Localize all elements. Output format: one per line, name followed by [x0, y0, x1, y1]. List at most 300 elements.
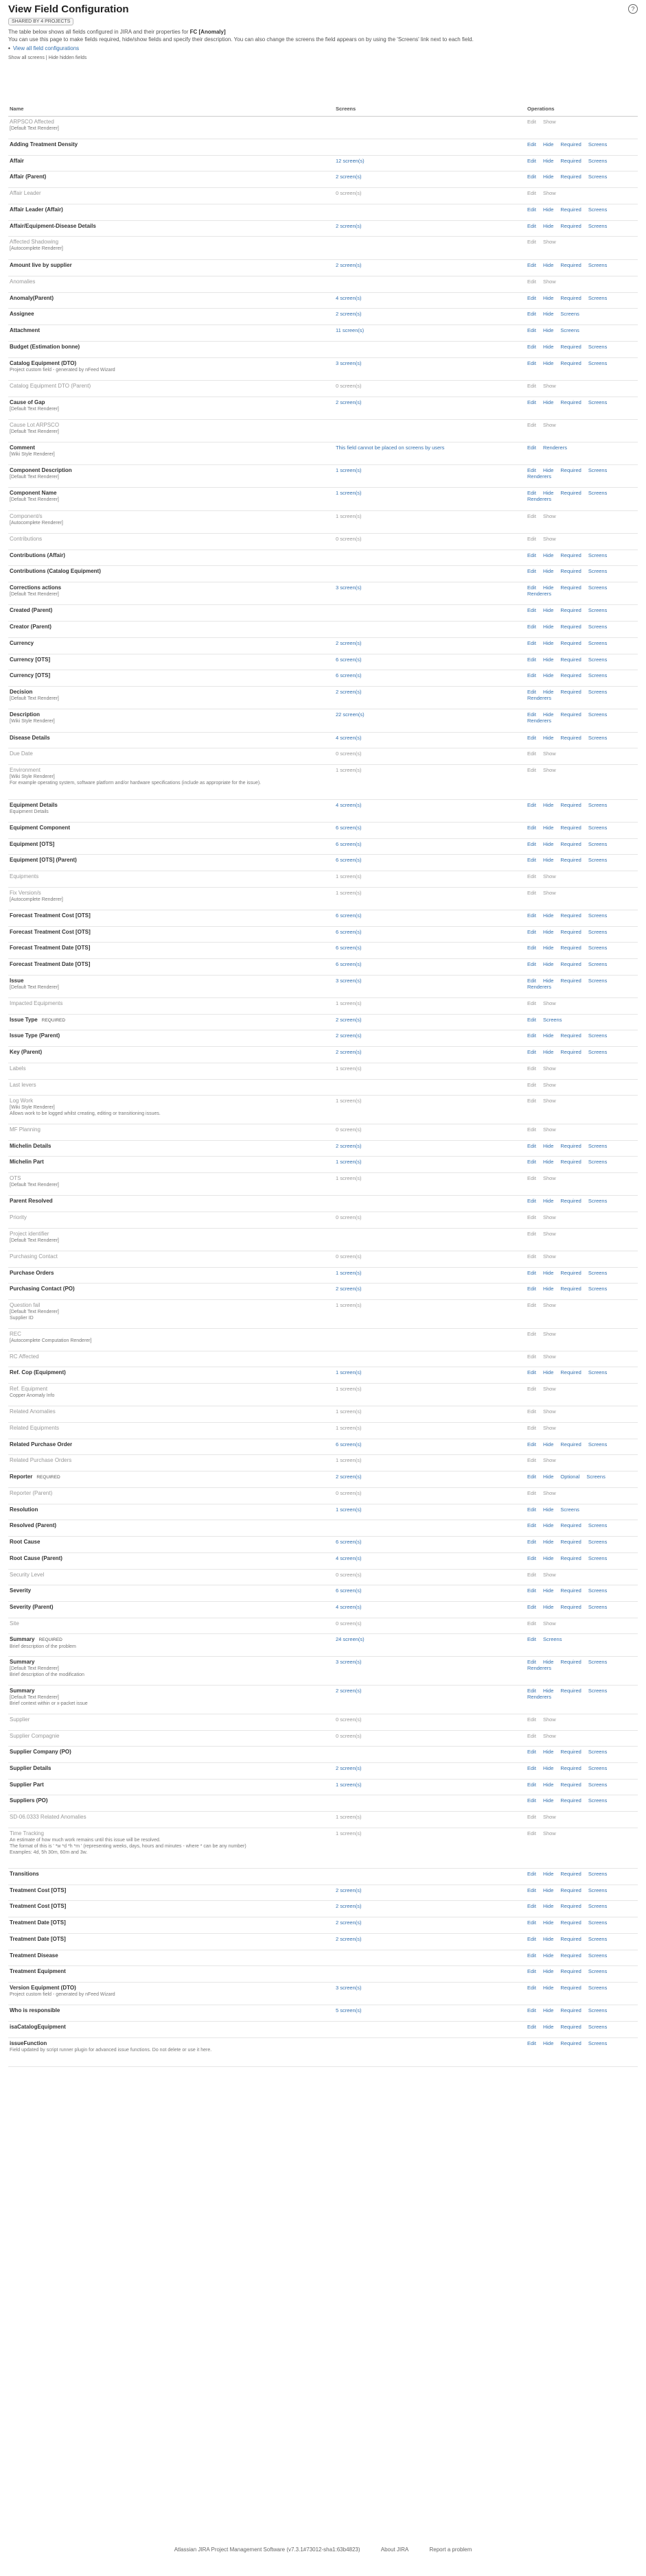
op-hide-link[interactable]: Hide [542, 327, 554, 333]
op-edit-link[interactable]: Edit [527, 1331, 536, 1337]
op-screens-link[interactable]: Screens [588, 1441, 608, 1447]
screens-link[interactable]: 2 screen(s) [336, 689, 362, 695]
screens-link[interactable]: 2 screen(s) [336, 1919, 362, 1926]
op-screens-link[interactable]: Screens [588, 711, 608, 718]
screens-link[interactable]: 1 screen(s) [336, 490, 362, 496]
op-screens-link[interactable]: Screens [588, 640, 608, 646]
op-edit-link[interactable]: Edit [527, 1506, 536, 1513]
op-screens-link[interactable]: Screens [588, 584, 608, 591]
screens-link[interactable]: 6 screen(s) [336, 961, 362, 967]
op-hide-link[interactable]: Hide [542, 223, 554, 229]
op-edit-link[interactable]: Edit [527, 1143, 536, 1149]
op-edit-link[interactable]: Edit [527, 536, 536, 542]
op-edit-link[interactable]: Edit [527, 311, 536, 317]
op-screens-link[interactable]: Screens [588, 552, 608, 558]
op-show-link[interactable]: Show [542, 279, 556, 285]
op-edit-link[interactable]: Edit [527, 1302, 536, 1308]
op-screens-link[interactable]: Screens [588, 1659, 608, 1665]
op-required-link[interactable]: Required [560, 2040, 581, 2046]
op-required-link[interactable]: Required [560, 1919, 581, 1926]
op-edit-link[interactable]: Edit [527, 1354, 536, 1360]
op-required-link[interactable]: Required [560, 1032, 581, 1039]
op-required-link[interactable]: Required [560, 1270, 581, 1276]
op-edit-link[interactable]: Edit [527, 295, 536, 301]
op-edit-link[interactable]: Edit [527, 190, 536, 196]
op-show-link[interactable]: Show [542, 383, 556, 389]
op-show-link[interactable]: Show [542, 1214, 556, 1220]
op-screens-link[interactable]: Screens [588, 1198, 608, 1204]
op-required-link[interactable]: Required [560, 1903, 581, 1909]
op-renderers-link[interactable]: Renderers [527, 695, 552, 701]
op-required-link[interactable]: Required [560, 158, 581, 164]
op-hide-link[interactable]: Hide [542, 295, 554, 301]
op-edit-link[interactable]: Edit [527, 552, 536, 558]
op-show-link[interactable]: Show [542, 1231, 556, 1237]
op-edit-link[interactable]: Edit [527, 1253, 536, 1260]
op-screens-link[interactable]: Screens [588, 1049, 608, 1055]
op-edit-link[interactable]: Edit [527, 1952, 536, 1959]
op-edit-link[interactable]: Edit [527, 1049, 536, 1055]
op-hide-link[interactable]: Hide [542, 1474, 554, 1480]
screens-link[interactable]: 3 screen(s) [336, 584, 362, 591]
op-screens-link[interactable]: Screens [588, 841, 608, 847]
op-show-link[interactable]: Show [542, 873, 556, 879]
op-screens-link[interactable]: Screens [588, 2007, 608, 2013]
op-edit-link[interactable]: Edit [527, 1369, 536, 1375]
op-show-link[interactable]: Show [542, 1490, 556, 1496]
screens-link[interactable]: 6 screen(s) [336, 929, 362, 935]
op-hide-link[interactable]: Hide [542, 568, 554, 574]
op-edit-link[interactable]: Edit [527, 2024, 536, 2030]
op-required-link[interactable]: Required [560, 945, 581, 951]
op-required-link[interactable]: Required [560, 624, 581, 630]
op-edit-link[interactable]: Edit [527, 223, 536, 229]
op-edit-link[interactable]: Edit [527, 1733, 536, 1739]
screens-link[interactable]: 6 screen(s) [336, 1587, 362, 1594]
op-edit-link[interactable]: Edit [527, 624, 536, 630]
screens-link[interactable]: 2 screen(s) [336, 1286, 362, 1292]
screens-link[interactable]: 6 screen(s) [336, 912, 362, 919]
op-screens-link[interactable]: Screens [588, 1919, 608, 1926]
op-hide-link[interactable]: Hide [542, 399, 554, 405]
op-edit-link[interactable]: Edit [527, 1572, 536, 1578]
screens-link[interactable]: 6 screen(s) [336, 1539, 362, 1545]
op-required-link[interactable]: Required [560, 584, 581, 591]
op-hide-link[interactable]: Hide [542, 1887, 554, 1893]
op-required-link[interactable]: Required [560, 825, 581, 831]
op-screens-link[interactable]: Screens [542, 1017, 562, 1023]
op-edit-link[interactable]: Edit [527, 1636, 536, 1642]
op-screens-link[interactable]: Screens [588, 1539, 608, 1545]
op-edit-link[interactable]: Edit [527, 158, 536, 164]
op-edit-link[interactable]: Edit [527, 1620, 536, 1627]
op-required-link[interactable]: Required [560, 672, 581, 678]
op-edit-link[interactable]: Edit [527, 1098, 536, 1104]
op-edit-link[interactable]: Edit [527, 1522, 536, 1528]
op-screens-link[interactable]: Screens [588, 295, 608, 301]
op-edit-link[interactable]: Edit [527, 568, 536, 574]
op-show-link[interactable]: Show [542, 1733, 556, 1739]
op-edit-link[interactable]: Edit [527, 1903, 536, 1909]
op-hide-link[interactable]: Hide [542, 624, 554, 630]
op-screens-link[interactable]: Screens [588, 1555, 608, 1561]
screens-link[interactable]: 1 screen(s) [336, 1159, 362, 1165]
screens-link[interactable]: 6 screen(s) [336, 857, 362, 863]
screens-link[interactable]: 1 screen(s) [336, 1425, 362, 1431]
op-edit-link[interactable]: Edit [527, 802, 536, 808]
op-hide-link[interactable]: Hide [542, 2024, 554, 2030]
screens-link[interactable]: 1 screen(s) [336, 513, 362, 519]
op-edit-link[interactable]: Edit [527, 1231, 536, 1237]
op-hide-link[interactable]: Hide [542, 1555, 554, 1561]
op-edit-link[interactable]: Edit [527, 1126, 536, 1133]
op-edit-link[interactable]: Edit [527, 445, 536, 451]
screens-link[interactable]: 6 screen(s) [336, 672, 362, 678]
op-screens-link[interactable]: Screens [588, 399, 608, 405]
op-screens-link[interactable]: Screens [560, 327, 579, 333]
op-screens-link[interactable]: Screens [588, 1688, 608, 1694]
op-show-link[interactable]: Show [542, 190, 556, 196]
op-edit-link[interactable]: Edit [527, 1425, 536, 1431]
op-hide-link[interactable]: Hide [542, 1659, 554, 1665]
op-screens-link[interactable]: Screens [588, 206, 608, 213]
op-edit-link[interactable]: Edit [527, 1490, 536, 1496]
screens-link[interactable]: 1 screen(s) [336, 1506, 362, 1513]
op-required-link[interactable]: Required [560, 711, 581, 718]
op-show-link[interactable]: Show [542, 1620, 556, 1627]
op-show-link[interactable]: Show [542, 1098, 556, 1104]
op-hide-link[interactable]: Hide [542, 841, 554, 847]
op-edit-link[interactable]: Edit [527, 327, 536, 333]
screens-link[interactable]: 0 screen(s) [336, 1253, 362, 1260]
op-required-link[interactable]: Required [560, 1782, 581, 1788]
screens-link[interactable]: 1 screen(s) [336, 890, 362, 896]
op-edit-link[interactable]: Edit [527, 735, 536, 741]
screens-link[interactable]: 2 screen(s) [336, 174, 362, 180]
op-required-link[interactable]: Required [560, 929, 581, 935]
op-renderers-link[interactable]: Renderers [527, 1665, 552, 1671]
op-screens-link[interactable]: Screens [588, 1797, 608, 1804]
op-hide-link[interactable]: Hide [542, 1749, 554, 1755]
op-edit-link[interactable]: Edit [527, 1159, 536, 1165]
op-edit-link[interactable]: Edit [527, 751, 536, 757]
op-edit-link[interactable]: Edit [527, 1871, 536, 1877]
op-renderers-link[interactable]: Renderers [527, 591, 552, 597]
op-required-link[interactable]: Required [560, 1441, 581, 1447]
screens-link[interactable]: 4 screen(s) [336, 1555, 362, 1561]
screens-link[interactable]: 2 screen(s) [336, 1936, 362, 1942]
op-required-link[interactable]: Required [560, 1968, 581, 1974]
op-required-link[interactable]: Required [560, 689, 581, 695]
op-required-link[interactable]: Required [560, 262, 581, 268]
op-hide-link[interactable]: Hide [542, 689, 554, 695]
op-required-link[interactable]: Required [560, 1522, 581, 1528]
op-required-link[interactable]: Required [560, 1049, 581, 1055]
screens-link[interactable]: 2 screen(s) [336, 311, 362, 317]
op-edit-link[interactable]: Edit [527, 513, 536, 519]
op-required-link[interactable]: Required [560, 1688, 581, 1694]
op-hide-link[interactable]: Hide [542, 1539, 554, 1545]
op-edit-link[interactable]: Edit [527, 1797, 536, 1804]
op-edit-link[interactable]: Edit [527, 1270, 536, 1276]
op-edit-link[interactable]: Edit [527, 584, 536, 591]
op-edit-link[interactable]: Edit [527, 767, 536, 773]
screens-link[interactable]: 2 screen(s) [336, 640, 362, 646]
op-hide-link[interactable]: Hide [542, 672, 554, 678]
op-screens-link[interactable]: Screens [588, 961, 608, 967]
screens-link[interactable]: 1 screen(s) [336, 1175, 362, 1181]
op-screens-link[interactable]: Screens [588, 1032, 608, 1039]
op-edit-link[interactable]: Edit [527, 711, 536, 718]
screens-link[interactable]: 12 screen(s) [336, 158, 365, 164]
op-edit-link[interactable]: Edit [527, 1457, 536, 1463]
op-show-link[interactable]: Show [542, 1000, 556, 1006]
op-screens-link[interactable]: Screens [588, 174, 608, 180]
screens-link[interactable]: 1 screen(s) [336, 1000, 362, 1006]
op-screens-link[interactable]: Screens [560, 1506, 579, 1513]
op-hide-link[interactable]: Hide [542, 141, 554, 147]
op-hide-link[interactable]: Hide [542, 174, 554, 180]
op-screens-link[interactable]: Screens [560, 311, 579, 317]
screens-link[interactable]: 6 screen(s) [336, 1441, 362, 1447]
op-edit-link[interactable]: Edit [527, 1082, 536, 1088]
screens-link[interactable]: 2 screen(s) [336, 1903, 362, 1909]
op-show-link[interactable]: Show [542, 1065, 556, 1072]
op-show-link[interactable]: Show [542, 119, 556, 125]
op-required-link[interactable]: Required [560, 1952, 581, 1959]
op-edit-link[interactable]: Edit [527, 206, 536, 213]
op-screens-link[interactable]: Screens [588, 1286, 608, 1292]
op-screens-link[interactable]: Screens [588, 689, 608, 695]
op-screens-link[interactable]: Screens [588, 568, 608, 574]
op-required-link[interactable]: Required [560, 141, 581, 147]
op-hide-link[interactable]: Hide [542, 1782, 554, 1788]
op-screens-link[interactable]: Screens [588, 490, 608, 496]
op-required-link[interactable]: Required [560, 360, 581, 366]
screens-link[interactable]: 2 screen(s) [336, 1765, 362, 1771]
screens-link[interactable]: 1 screen(s) [336, 1270, 362, 1276]
op-hide-link[interactable]: Hide [542, 1159, 554, 1165]
op-screens-link[interactable]: Screens [588, 1765, 608, 1771]
op-screens-link[interactable]: Screens [588, 141, 608, 147]
op-edit-link[interactable]: Edit [527, 1474, 536, 1480]
op-screens-link[interactable]: Screens [588, 1604, 608, 1610]
screens-link[interactable]: 24 screen(s) [336, 1636, 365, 1642]
op-show-link[interactable]: Show [542, 1354, 556, 1360]
op-hide-link[interactable]: Hide [542, 1143, 554, 1149]
screens-link[interactable]: 1 screen(s) [336, 1302, 362, 1308]
screens-link[interactable]: 2 screen(s) [336, 1887, 362, 1893]
op-edit-link[interactable]: Edit [527, 890, 536, 896]
op-edit-link[interactable]: Edit [527, 672, 536, 678]
op-edit-link[interactable]: Edit [527, 360, 536, 366]
op-hide-link[interactable]: Hide [542, 929, 554, 935]
op-show-link[interactable]: Show [542, 1175, 556, 1181]
screens-link[interactable]: 3 screen(s) [336, 1985, 362, 1991]
shared-by-badge[interactable]: SHARED BY 4 PROJECTS [8, 18, 73, 25]
op-hide-link[interactable]: Hide [542, 857, 554, 863]
op-edit-link[interactable]: Edit [527, 929, 536, 935]
op-required-link[interactable]: Required [560, 399, 581, 405]
op-screens-link[interactable]: Screens [588, 1871, 608, 1877]
op-hide-link[interactable]: Hide [542, 912, 554, 919]
op-edit-link[interactable]: Edit [527, 1604, 536, 1610]
op-renderers-link[interactable]: Renderers [527, 984, 552, 990]
op-screens-link[interactable]: Screens [588, 607, 608, 613]
op-edit-link[interactable]: Edit [527, 1782, 536, 1788]
op-required-link[interactable]: Required [560, 1143, 581, 1149]
screens-link[interactable]: 1 screen(s) [336, 1065, 362, 1072]
op-hide-link[interactable]: Hide [542, 2007, 554, 2013]
op-required-link[interactable]: Required [560, 640, 581, 646]
op-renderers-link[interactable]: Renderers [527, 718, 552, 724]
op-screens-link[interactable]: Screens [588, 360, 608, 366]
op-show-link[interactable]: Show [542, 536, 556, 542]
op-hide-link[interactable]: Hide [542, 262, 554, 268]
op-hide-link[interactable]: Hide [542, 344, 554, 350]
op-hide-link[interactable]: Hide [542, 552, 554, 558]
op-renderers-link[interactable]: Renderers [527, 1694, 552, 1700]
op-screens-link[interactable]: Screens [588, 1782, 608, 1788]
op-edit-link[interactable]: Edit [527, 912, 536, 919]
op-screens-link[interactable]: Screens [588, 825, 608, 831]
op-hide-link[interactable]: Hide [542, 825, 554, 831]
op-required-link[interactable]: Required [560, 1159, 581, 1165]
op-required-link[interactable]: Required [560, 735, 581, 741]
op-required-link[interactable]: Required [560, 1985, 581, 1991]
op-hide-link[interactable]: Hide [542, 490, 554, 496]
screens-link[interactable]: 3 screen(s) [336, 978, 362, 984]
op-hide-link[interactable]: Hide [542, 1688, 554, 1694]
op-hide-link[interactable]: Hide [542, 1936, 554, 1942]
op-screens-link[interactable]: Screens [588, 1159, 608, 1165]
op-edit-link[interactable]: Edit [527, 945, 536, 951]
op-edit-link[interactable]: Edit [527, 1659, 536, 1665]
screens-link[interactable]: 0 screen(s) [336, 1572, 362, 1578]
op-show-link[interactable]: Show [542, 767, 556, 773]
op-show-link[interactable]: Show [542, 1126, 556, 1133]
screens-link[interactable]: 4 screen(s) [336, 295, 362, 301]
screens-link[interactable]: 6 screen(s) [336, 841, 362, 847]
op-hide-link[interactable]: Hide [542, 158, 554, 164]
screens-link[interactable]: 0 screen(s) [336, 536, 362, 542]
op-required-link[interactable]: Required [560, 1871, 581, 1877]
op-edit-link[interactable]: Edit [527, 1386, 536, 1392]
screens-link[interactable]: 2 screen(s) [336, 399, 362, 405]
screens-link[interactable]: 2 screen(s) [336, 1049, 362, 1055]
op-edit-link[interactable]: Edit [527, 1175, 536, 1181]
op-hide-link[interactable]: Hide [542, 311, 554, 317]
op-hide-link[interactable]: Hide [542, 657, 554, 663]
screens-link[interactable]: 4 screen(s) [336, 802, 362, 808]
op-edit-link[interactable]: Edit [527, 1936, 536, 1942]
op-edit-link[interactable]: Edit [527, 1830, 536, 1836]
op-optional-link[interactable]: Optional [560, 1474, 580, 1480]
op-show-link[interactable]: Show [542, 239, 556, 245]
op-screens-link[interactable]: Screens [588, 1270, 608, 1276]
op-edit-link[interactable]: Edit [527, 640, 536, 646]
op-show-link[interactable]: Show [542, 1082, 556, 1088]
op-edit-link[interactable]: Edit [527, 344, 536, 350]
op-screens-link[interactable]: Screens [588, 624, 608, 630]
op-screens-link[interactable]: Screens [588, 735, 608, 741]
screens-link[interactable]: This field cannot be placed on screens by users [336, 445, 445, 451]
op-required-link[interactable]: Required [560, 607, 581, 613]
op-hide-link[interactable]: Hide [542, 640, 554, 646]
op-edit-link[interactable]: Edit [527, 1017, 536, 1023]
op-hide-link[interactable]: Hide [542, 607, 554, 613]
op-screens-link[interactable]: Screens [588, 1522, 608, 1528]
screens-link[interactable]: 0 screen(s) [336, 751, 362, 757]
op-screens-link[interactable]: Screens [588, 945, 608, 951]
op-edit-link[interactable]: Edit [527, 174, 536, 180]
footer-about-link[interactable]: About JIRA [380, 2547, 409, 2553]
op-required-link[interactable]: Required [560, 490, 581, 496]
op-show-link[interactable]: Show [542, 1814, 556, 1820]
screens-link[interactable]: 6 screen(s) [336, 945, 362, 951]
op-hide-link[interactable]: Hide [542, 945, 554, 951]
view-all-link[interactable]: View all field configurations [12, 45, 80, 51]
op-required-link[interactable]: Required [560, 1539, 581, 1545]
op-screens-link[interactable]: Screens [588, 2040, 608, 2046]
op-required-link[interactable]: Required [560, 1887, 581, 1893]
op-edit-link[interactable]: Edit [527, 607, 536, 613]
screens-link[interactable]: 0 screen(s) [336, 1214, 362, 1220]
op-edit-link[interactable]: Edit [527, 2007, 536, 2013]
op-screens-link[interactable]: Screens [588, 2024, 608, 2030]
screens-link[interactable]: 1 screen(s) [336, 767, 362, 773]
screens-link[interactable]: 11 screen(s) [336, 327, 365, 333]
op-hide-link[interactable]: Hide [542, 1797, 554, 1804]
op-screens-link[interactable]: Screens [586, 1474, 605, 1480]
op-screens-link[interactable]: Screens [588, 1903, 608, 1909]
op-edit-link[interactable]: Edit [527, 1198, 536, 1204]
screens-link[interactable]: 0 screen(s) [336, 1716, 362, 1723]
screens-link[interactable]: 0 screen(s) [336, 190, 362, 196]
op-edit-link[interactable]: Edit [527, 1968, 536, 1974]
op-edit-link[interactable]: Edit [527, 2040, 536, 2046]
op-required-link[interactable]: Required [560, 2007, 581, 2013]
op-screens-link[interactable]: Screens [588, 262, 608, 268]
screens-link[interactable]: 22 screen(s) [336, 711, 365, 718]
op-screens-link[interactable]: Screens [588, 1887, 608, 1893]
op-required-link[interactable]: Required [560, 1369, 581, 1375]
op-required-link[interactable]: Required [560, 912, 581, 919]
op-edit-link[interactable]: Edit [527, 1765, 536, 1771]
screens-link[interactable]: 1 screen(s) [336, 1098, 362, 1104]
op-required-link[interactable]: Required [560, 1936, 581, 1942]
screens-link[interactable]: 2 screen(s) [336, 1032, 362, 1039]
screens-link[interactable]: 2 screen(s) [336, 262, 362, 268]
op-edit-link[interactable]: Edit [527, 239, 536, 245]
op-edit-link[interactable]: Edit [527, 399, 536, 405]
op-hide-link[interactable]: Hide [542, 1604, 554, 1610]
op-required-link[interactable]: Required [560, 1587, 581, 1594]
op-hide-link[interactable]: Hide [542, 1985, 554, 1991]
screens-link[interactable]: 2 screen(s) [336, 1017, 362, 1023]
op-required-link[interactable]: Required [560, 467, 581, 473]
screens-link[interactable]: 2 screen(s) [336, 223, 362, 229]
screens-link[interactable]: 0 screen(s) [336, 1620, 362, 1627]
op-screens-link[interactable]: Screens [588, 223, 608, 229]
op-edit-link[interactable]: Edit [527, 1065, 536, 1072]
op-edit-link[interactable]: Edit [527, 873, 536, 879]
op-show-link[interactable]: Show [542, 1572, 556, 1578]
op-screens-link[interactable]: Screens [588, 802, 608, 808]
op-screens-link[interactable]: Screens [588, 672, 608, 678]
op-screens-link[interactable]: Screens [588, 1952, 608, 1959]
op-hide-link[interactable]: Hide [542, 1919, 554, 1926]
